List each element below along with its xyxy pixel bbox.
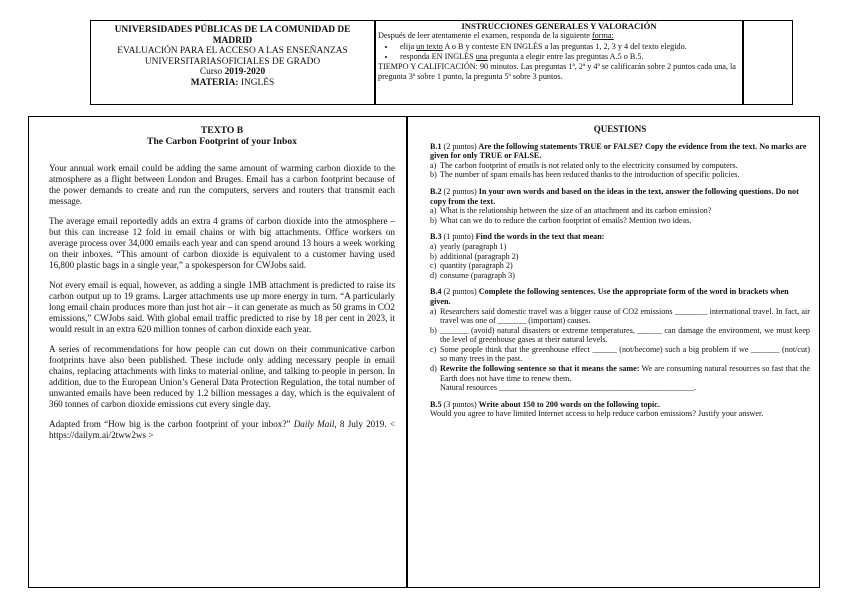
question-number: B.5 — [430, 399, 442, 409]
text-source — [49, 419, 395, 441]
questions-title: QUESTIONS — [593, 124, 647, 134]
bullet2-text-c: pregunta a elegir entre las preguntas A.5 o B.5. — [487, 51, 644, 61]
subject-label: MATERIA: — [190, 77, 241, 88]
question-item — [430, 261, 810, 271]
exam-header-university — [90, 20, 375, 105]
item-label: a) — [430, 206, 437, 216]
item-text — [440, 364, 810, 393]
question-instruction: Complete the following sentences. Use the appropriate form of the word in brackets when given. — [430, 287, 789, 306]
item-text: quantity (paragraph 2) — [440, 261, 513, 271]
item-label: a) — [430, 306, 437, 316]
item-label: c) — [430, 261, 437, 271]
item-label: d) — [430, 364, 437, 374]
item-label: a) — [430, 241, 437, 251]
question-item — [430, 326, 810, 345]
bullet1-text-c: A o B y conteste EN INGLÉS a las preguntas 1, 2, 3 y 4 del texto elegido. — [442, 41, 687, 51]
item-label: b) — [430, 215, 437, 225]
question-number: B.2 — [430, 186, 442, 196]
item-text-bold: Rewrite the following sentence so that it means the same: — [440, 364, 640, 374]
item-text: consume (paragraph 3) — [440, 270, 515, 280]
question-b1 — [430, 142, 810, 180]
question-item — [430, 206, 810, 216]
text-paragraph-1: Your annual work email could be adding the same amount of warming carbon dioxide to the atmosphere as a flight between London and Bruges. Email has a carbon footprint because of the power demands to create and run the computers, servers and routers that transmit each message. — [49, 163, 395, 206]
question-b5 — [430, 400, 810, 419]
question-number: B.1 — [430, 141, 442, 151]
question-b2 — [430, 187, 810, 225]
bullet2-text-b: una — [475, 51, 488, 61]
question-instruction: Write about 150 to 200 words on the following topic. — [478, 399, 660, 409]
item-text-rest: We are consuming natural resources so fast that the Earth does not have time to renew them. — [440, 364, 810, 383]
question-b3 — [430, 232, 810, 280]
item-label: b) — [430, 325, 437, 335]
exam-line1: EVALUACIÓN PARA EL ACCESO A LAS ENSEÑANZAS — [117, 46, 348, 57]
instructions-intro — [378, 31, 740, 41]
question-instruction: Find the words in the text that mean: — [475, 232, 605, 242]
question-number: B.3 — [430, 232, 442, 242]
question-b4 — [430, 287, 810, 393]
item-text: Some people think that the greenhouse effect ______ (not/become) such a big problem if we _______ (not/cut) so many trees in the past. — [440, 344, 810, 364]
item-text: Researchers said domestic travel was a bigger cause of CO2 emissions ________ international travel. In fact, air travel was one of _______ (important) causes. — [440, 306, 810, 326]
question-b5-heading — [430, 400, 810, 410]
exam-line2: UNIVERSITARIASOFICIALES DE GRADO — [144, 56, 321, 67]
questions-panel — [407, 116, 820, 588]
instructions-bullet-2 — [396, 52, 740, 62]
item-label: d) — [430, 270, 437, 280]
text-paragraph-3: Not every email is equal, however, as adding a single 1MB attachment is predicted to raise its carbon output up to 19 grams. Larger attachments use up more energy in turn. “A particularly long email chain produces more than just hot air – it can generate as much as 50 grams in CO2 emissions,” CWJobs said. With global email traffic predicted to rise by 18 per cent in 2023, it would result in an extra 620 million tonnes of carbon dioxide each year. — [49, 280, 395, 334]
university-line1: UNIVERSIDADES PÚBLICAS DE LA COMUNIDAD DE — [114, 25, 351, 35]
source-date-url: 8 July 2019. < https://dailym.ai/2tww2ws > — [49, 419, 396, 440]
subject-line — [91, 78, 374, 89]
question-item — [430, 242, 810, 252]
item-text: _______ (avoid) natural disasters or extreme temperatures, ______ can damage the environment, we must keep the level of greenhouse gases at their natural levels. — [440, 325, 810, 345]
bullet1-text-b: un texto — [416, 41, 443, 51]
text-title: The Carbon Footprint of your Inbox — [147, 136, 297, 147]
question-item — [430, 161, 810, 171]
text-label: TEXTO B — [200, 125, 244, 136]
question-b2-heading — [430, 187, 810, 206]
question-item — [430, 345, 810, 364]
question-item — [430, 364, 810, 393]
course-value: 2019-2020 — [224, 67, 266, 78]
question-instruction: Are the following statements TRUE or FALSE? Copy the evidence from the text. No marks are given for only TRUE or FALSE. — [430, 141, 807, 161]
item-text: What is the relationship between the size of an attachment and its carbon emission? — [440, 206, 712, 216]
question-number: B.4 — [430, 287, 442, 297]
bullet1-text-a: elija — [400, 41, 417, 51]
instructions-intro-form: forma: — [591, 31, 614, 41]
question-points: (2 puntos) — [443, 141, 477, 151]
item-label: a) — [430, 160, 437, 170]
exam-header-instructions — [375, 20, 743, 105]
item-text: additional (paragraph 2) — [440, 251, 519, 261]
instructions-bullet-1 — [396, 42, 740, 52]
bullet2-text-a: responda EN INGLÉS — [400, 51, 476, 61]
question-points: (3 puntos) — [443, 399, 477, 409]
university-line2: MADRID — [212, 35, 253, 46]
instructions-intro-text: Después de leer atentamente el examen, responda de la siguiente — [378, 31, 592, 41]
text-paragraph-2: The average email reportedly adds an extra 4 grams of carbon dioxide into the atmosphere – but this can increase 12 fold in email chains or with big attachments. Office workers on average process over 34,000 emails each year and can spend around 13 hours a week working on their inboxes. “This amount of carbon dioxide is equivalent to a customer having used 16,800 plastic bags in a single year,” a spokesperson for CWJobs said. — [49, 216, 395, 270]
question-b3-heading — [430, 232, 810, 242]
item-text-extra: Natural resources ________________________________________________. — [440, 383, 697, 393]
question-points: (2 puntos) — [443, 186, 477, 196]
item-text: yearly (paragraph 1) — [440, 241, 507, 251]
text-panel — [28, 116, 407, 588]
time-line: TIEMPO Y CALIFICACIÓN: 90 minutos. Las preguntas 1ª, 2ª y 4ª se calificarán sobre 2 puntos cada una, la pregunta 3ª sobre 1 punto, la pregunta 5ª sobre 3 puntos. — [378, 62, 736, 82]
item-label: b) — [430, 251, 437, 261]
question-item — [430, 170, 810, 180]
question-b5-body: Would you agree to have limited Internet access to help reduce carbon emissions? Justify your answer. — [430, 409, 764, 419]
course-line — [91, 67, 374, 78]
text-paragraph-4: A series of recommendations for how people can cut down on their communicative carbon footprints have also been published. These include only adding necessary people in email chains, replacing attachments with links to material online, and talking to people in person. In addition, due to the European Union’s General Data Protection Regulation, the total number of unwanted emails have been reduced by 1.2 billion messages a day, which is the equivalent of 360 tonnes of carbon dioxide emissions cut every single day. — [49, 344, 395, 409]
item-text: What can we do to reduce the carbon footprint of emails? Mention two ideas. — [440, 215, 692, 225]
source-publication: Daily Mail, — [293, 419, 337, 429]
item-text: The number of spam emails has been reduced thanks to the introduction of specific policies. — [440, 170, 740, 180]
question-b4-heading — [430, 287, 810, 306]
question-b1-heading — [430, 142, 810, 161]
question-item — [430, 252, 810, 262]
instructions-title: INSTRUCCIONES GENERALES Y VALORACIÓN — [461, 21, 657, 31]
question-instruction: In your own words and based on the ideas in the text, answer the following questions. Do not copy from the text. — [430, 186, 799, 206]
item-label: c) — [430, 344, 437, 354]
item-text: The carbon footprint of emails is not related only to the electricity consumed by computers. — [440, 160, 738, 170]
question-item — [430, 307, 810, 326]
item-label: b) — [430, 170, 437, 180]
source-title: Adapted from “How big is the carbon footprint of your inbox?” — [49, 419, 294, 429]
question-points: (1 punto) — [443, 232, 474, 242]
instructions-list — [378, 42, 740, 63]
subject-value: INGLÉS — [240, 77, 275, 88]
course-label: Curso — [199, 67, 225, 78]
question-points: (2 puntos) — [443, 287, 477, 297]
question-item — [430, 216, 810, 226]
exam-header-blank-cell — [743, 20, 793, 105]
question-item — [430, 271, 810, 281]
